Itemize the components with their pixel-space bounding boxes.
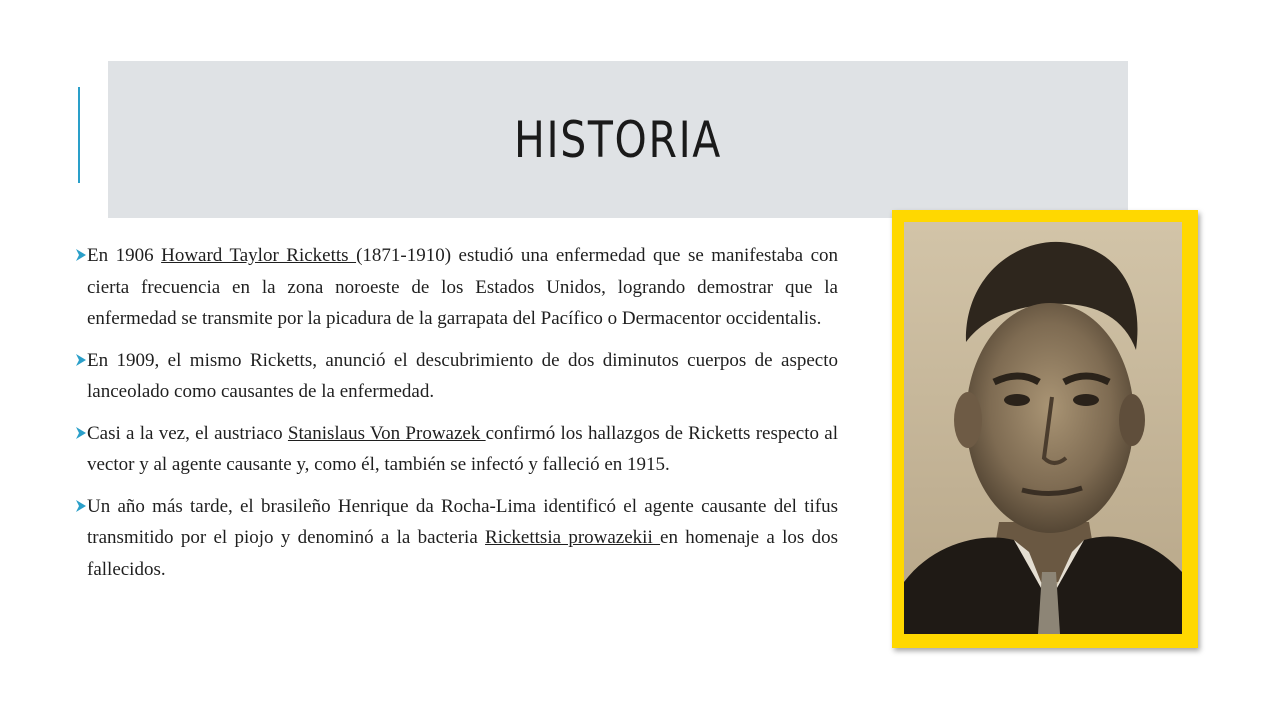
bullet-text-segment: En 1909, el mismo Ricketts, anunció el descubrimiento de dos diminutos cuerpos de aspecto lanceolado como causantes de la enfermedad. — [87, 349, 838, 402]
bullet-text-segment: en homenaje a los dos fallecidos. — [87, 527, 838, 580]
underlined-name: Stanislaus Von Prowazek — [287, 422, 486, 444]
title-band — [108, 61, 1128, 218]
arrowhead-bullet-icon — [76, 500, 86, 512]
bullet-text-segment: Casi a la vez, el austriaco — [87, 422, 288, 444]
bullet-item — [76, 240, 838, 335]
bullet-item — [76, 491, 838, 586]
bullet-text-segment: confirmó los hallazgos de Ricketts respecto al vector y al agente causante y, como él, también se infectó y falleció en 1915. — [87, 422, 838, 475]
bullet-text — [87, 345, 838, 408]
bullet-text — [87, 240, 838, 335]
accent-line — [78, 87, 80, 183]
photo-frame — [892, 210, 1198, 648]
underlined-name: Rickettsia prowazekii — [485, 527, 661, 548]
portrait-image — [904, 222, 1182, 634]
bullet-text — [87, 418, 838, 481]
bullet-text-segment: (1871-1910) estudió una enfermedad que se manifestaba con cierta frecuencia en la zona noroeste de los Estados Unidos, logrando demostrar que la enfermedad se transmite por la picadura de la garrapata del Pacífico o Dermacentor occidentalis. — [87, 245, 839, 329]
arrowhead-bullet-icon — [76, 249, 86, 261]
bullet-text-segment: En 1906 — [87, 245, 162, 266]
arrowhead-bullet-icon — [76, 427, 86, 439]
portrait-photo — [904, 222, 1182, 634]
slide-title: HISTORIA — [513, 110, 722, 169]
bullet-text-segment: Un año más tarde, el brasileño Henrique da Rocha-Lima identificó el agente causante del tifus transmitido por el piojo y denominó a la bacteria — [87, 495, 838, 548]
underlined-name: Howard Taylor Ricketts — [161, 245, 357, 266]
arrowhead-bullet-icon — [76, 354, 86, 366]
bullet-text — [87, 491, 838, 586]
bullet-item — [76, 345, 838, 408]
bullet-item — [76, 418, 838, 481]
bullet-list — [76, 240, 838, 595]
